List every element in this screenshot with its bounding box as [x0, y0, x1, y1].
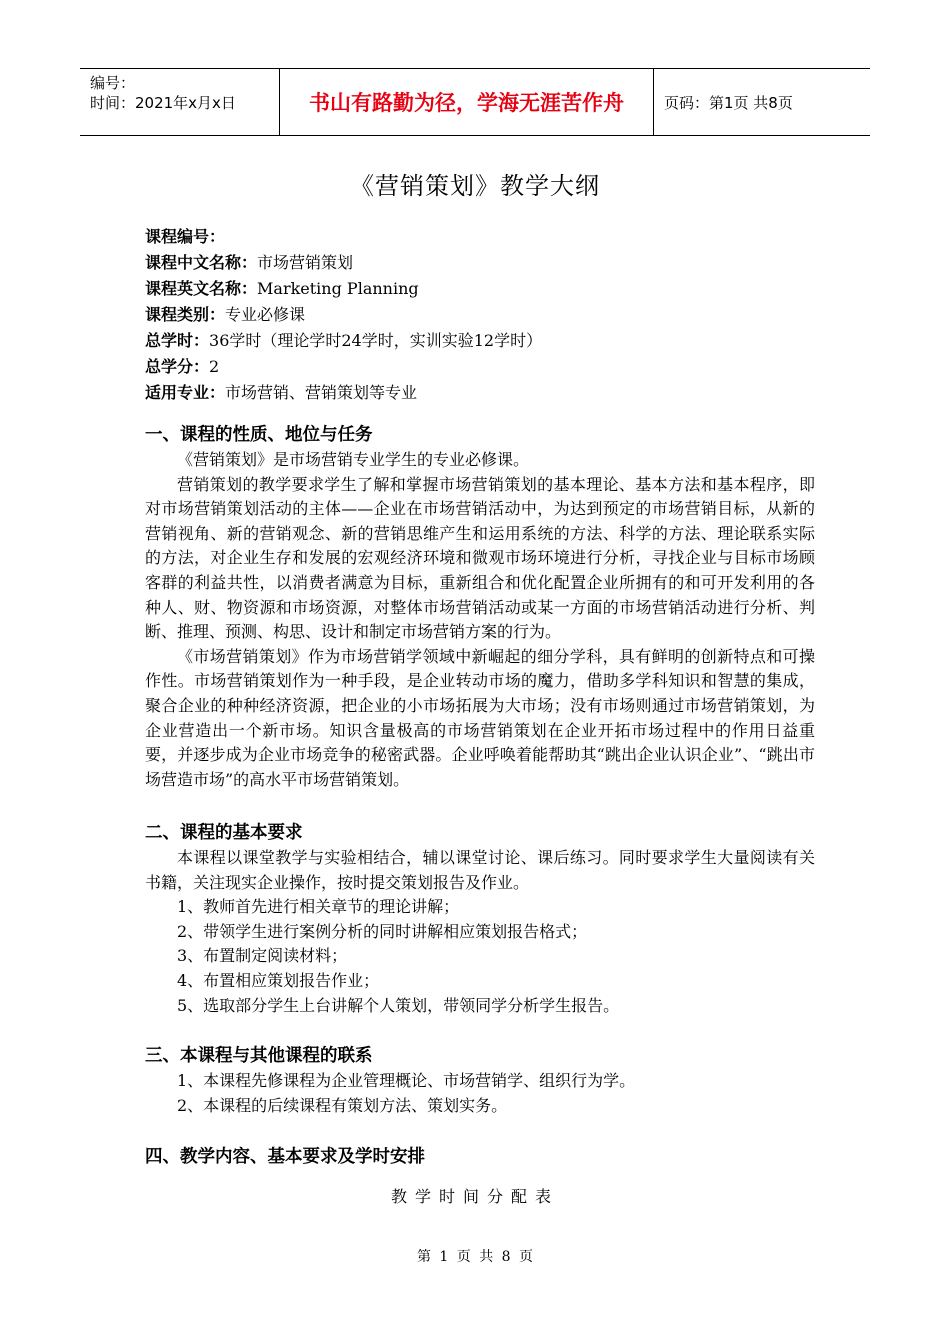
info-label: 总学分：: [145, 357, 210, 376]
header-page-info: 页码：第1页 共8页: [664, 93, 793, 112]
info-label: 课程中文名称：: [145, 253, 258, 272]
section-content: [145, 1144, 815, 1170]
list-item: 3、布置制定阅读材料；: [177, 946, 348, 966]
doc-date-label: 时间：2021年x月x日: [90, 94, 236, 112]
page-title: 《营销策划》教学大纲: [350, 172, 600, 200]
info-row: [145, 380, 542, 406]
info-value: 市场营销、营销策划等专业: [225, 383, 418, 402]
info-value: 专业必修课: [225, 305, 306, 324]
page-footer: 第 1 页 共 8 页: [416, 1249, 534, 1265]
info-value: 36学时（理论学时24学时，实训实验12学时）: [209, 331, 543, 350]
info-value: Marketing Planning: [257, 279, 419, 298]
list-item: 5、选取部分学生上台讲解个人策划，带领同学分析学生报告。: [177, 995, 620, 1015]
info-row: [145, 276, 542, 302]
list-item: 4、布置相应策划报告作业；: [177, 970, 380, 990]
header-motto: 书山有路勤为径，学海无涯苦作舟: [280, 69, 654, 135]
info-label: 课程编号：: [145, 227, 226, 246]
section-requirements: [145, 820, 815, 1018]
info-row: [145, 354, 542, 380]
section-heading: 四、教学内容、基本要求及学时安排: [145, 1147, 425, 1167]
section-heading: 二、课程的基本要求: [145, 823, 303, 843]
paragraph: 《市场营销策划》作为市场营销学领域中新崛起的细分学科，具有鲜明的创新特点和可操作性。市场营销策划作为一种手段，是企业转动市场的魔力，借助多学科知识和智慧的集成，聚合企业的种种经济资源，把企业的小市场拓展为大市场；没有市场则通过市场营销策划，为企业营造出一个新市场。知识含量极高的市场营销策划在企业开拓市场过程中的作用日益重要，并逐步成为企业市场竞争的秘密武器。企业呼唤着能帮助其“跳出企业认识企业”、“跳出市场营造市场”的高水平市场营销策划。: [145, 646, 815, 789]
paragraph: 本课程以课堂教学与实验相结合，辅以课堂讨论、课后练习。同时要求学生大量阅读有关书籍，关注现实企业操作，按时提交策划报告及作业。: [145, 848, 815, 892]
paragraph: 营销策划的教学要求学生了解和掌握市场营销策划的基本理论、基本方法和基本程序，即对市场营销策划活动的主体——企业在市场营销活动中，为达到预定的市场营销目标，从新的营销视角、新的营销观念、新的营销思维产生和运用系统的方法、科学的方法、理论联系实际的方法，对企业生存和发展的宏观经济环境和微观市场环境进行分析，寻找企业与目标市场顾客群的利益共性，以消费者满意为目标，重新组合和优化配置企业所拥有的和可开发利用的各种人、财、物资源和市场资源，对整体市场营销活动或某一方面的市场营销活动进行分析、判断、推理、预测、构思、设计和制定市场营销方案的行为。: [145, 474, 815, 642]
info-value: 市场营销策划: [257, 253, 354, 272]
list-item: 2、本课程的后续课程有策划方法、策划实务。: [177, 1095, 508, 1115]
course-info: [145, 224, 542, 406]
table-caption: 教学时间分配表: [390, 1187, 559, 1206]
section-relations: [145, 1043, 815, 1118]
document-header: [80, 68, 870, 136]
paragraph: 《营销策划》是市场营销专业学生的专业必修课。: [177, 450, 530, 469]
list-item: 2、带领学生进行案例分析的同时讲解相应策划报告格式；: [177, 921, 588, 941]
header-meta: [80, 69, 280, 135]
info-label: 课程英文名称：: [145, 279, 258, 298]
list-item: 1、本课程先修课程为企业管理概论、市场营销学、组织行为学。: [177, 1071, 636, 1090]
info-row: [145, 302, 542, 328]
section-heading: 一、课程的性质、地位与任务: [145, 425, 373, 445]
doc-number-label: 编号：: [90, 74, 136, 92]
info-row: [145, 250, 542, 276]
info-row: [145, 224, 542, 250]
info-value: 2: [209, 357, 220, 376]
section-nature: [145, 422, 815, 792]
section-heading: 三、本课程与其他课程的联系: [145, 1046, 373, 1066]
info-label: 适用专业：: [145, 383, 226, 402]
info-label: 总学时：: [145, 331, 210, 350]
list-item: 1、教师首先进行相关章节的理论讲解；: [177, 897, 460, 917]
info-row: [145, 328, 542, 354]
info-label: 课程类别：: [145, 305, 226, 324]
